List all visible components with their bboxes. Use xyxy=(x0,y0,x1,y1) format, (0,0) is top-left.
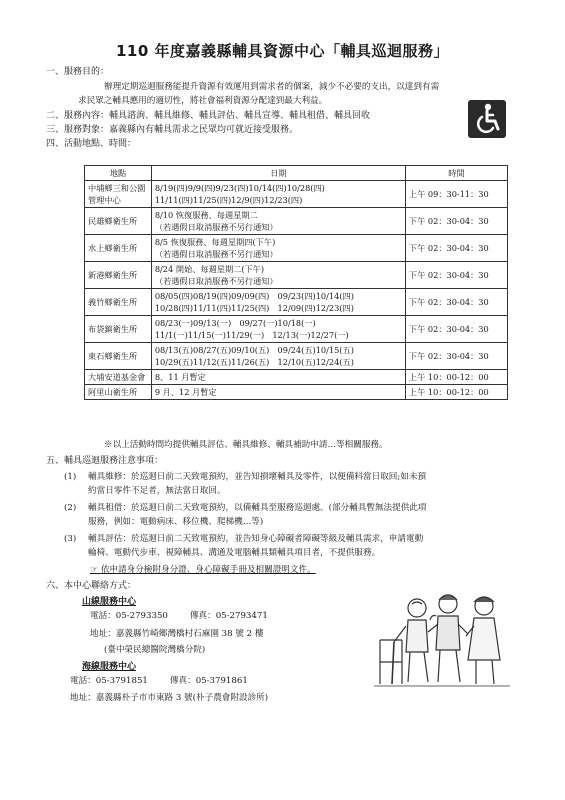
header-date: 日期 xyxy=(151,166,405,181)
row-time: 上午 09：30-11：30 xyxy=(405,181,507,208)
table-row xyxy=(85,385,508,400)
row-location: 布袋鎮衛生所 xyxy=(85,316,152,343)
row-time: 上午 10：00-12：00 xyxy=(405,370,507,385)
mountain-contact-line xyxy=(90,609,268,621)
table-row xyxy=(85,235,508,262)
row-dates: 8/19(四)9/9(四)9/23(四)10/14(四)10/28(四) 11/11(四)11/25(四)12/9(四)12/23(四) xyxy=(151,181,405,208)
row-time: 下午 02：30-04：30 xyxy=(405,343,507,370)
mountain-fax: 傳真：05-2793471 xyxy=(189,611,268,621)
mountain-address-note: (臺中榮民總醫院灣橋分院) xyxy=(104,645,206,655)
row-time: 下午 02：30-04：30 xyxy=(405,208,507,235)
header-time: 時間 xyxy=(405,166,507,181)
row-location: 中埔鄉三和公園 管理中心 xyxy=(85,181,152,208)
sea-fax: 傳真：05-3791861 xyxy=(169,676,248,686)
row-dates: 08/23(一)09/13(一) 09/27(一)10/18(一) 11/1(一)11/15(一)11/29(一) 12/13(一)12/27(一) xyxy=(151,316,405,343)
mountain-center-name: 山線服務中心 xyxy=(82,597,137,607)
document-title: 110 年度嘉義縣輔具資源中心「輔具巡迴服務」 xyxy=(115,42,450,60)
document-page: 110 年度嘉義縣輔具資源中心「輔具巡迴服務」 一、服務目的： 辦理定期巡迴服務能提升資源有效運用到需求者的個案，減少不必要的支出，以達到有需 求民眾之輔具應用的適切性，將社會福利資源分配達到最大利益。 二、服務內容：輔具諮詢、輔具維修、輔具評估、輔具宣導、輔具租借、輔具回收 三、服務對象：嘉義縣內有輔具需求之民眾均可就近接受服務。 四、活動地點、時間： 地點 日期 時間 中埔鄉三和公園 管理中心 8/19(四)9/9(四)9/23(四)10/14(四)10/28(四) 11/11(四)11/25(四)12/9(四)12/23(四) 上午 09：30-11：30 民雄鄉衛生所 8/10 恢復服務、每週星期二 （若遇假日取消服務不另行通知） 下午 02：30-04：30 水上鄉衛生所 8/5 恢復服務、每週星期四(下午) （若遇假日取消服務不另行通知） 下午 02：30-04：30 新港鄉衛生所 8/24 開始、每週星期二(下午) （若遇假日取消服務不另行通知） 下午 02：30-04：30 義竹鄉衛生所 08/05(四)08/19(四)09/09(四) 09/23(四)10/14(四) 10/28(四)11/11(四)11/25(四) 12/09(四)12/23(四) 下午 02：30-04：30 布袋鎮衛生所 08/23(一)09/13(一) 09/27(一)10/18(一) 11/1(一)11/15(一)11/29(一) 12/13(一)12/27(一) 下午 02：30-04：30 東石鄉衛生所 08/13(五)08/27(五)09/10(五) 09/24(五)10/15(五) 10/29(五)11/12(五)11/26(五) 12/10(五)12/24(五) 下午 02：30-04：30 大埔安道基金會 8、11 月暫定 上午 10：00-12：00 阿里山衛生所 9 月、12 月暫定 上午 10：00-12：00 ※以上活動時間均提供輔具評估、輔具維修、輔具補助申請…等相關服務。 五、輔具巡迴服務注意事項： (1) 輔具維修：於巡迴日前二天致電預約，並告知損壞輔具及零件，以便備料當日取回;如未預 約當日零件不足者，無法當日取回。 (2) 輔具租借：於巡迴日前二天致電預約，以備輔具至服務巡迴處。(部分輔具暫無法提供此項 服務，例如：電動病床、移位機、爬梯機…等) (3) 輔具評估：於巡迴日前二天致電預約，並告知身心障礙者障礙等級及輔具需求，申請電動 輪椅、電動代步車、視障輔具、溝通及電腦輔具類輔具項目者，不提供服務。 ☞ 依申請身分檢附身分證、身心障礙手冊及相關證明文件。 六、本中心聯絡方式： 山線服務中心 電話：05-2793350 傳真：05-2793471 地址：嘉義縣竹崎鄉灣橋村石麻園 38 號 2 樓 (臺中榮民總醫院灣橋分院) 海線服務中心 電話：05-3791851 傳真：05-3791861 地址：嘉義縣朴子市市東路 3 號(朴子農會附設診所) xyxy=(0,0,565,800)
row-location: 大埔安道基金會 xyxy=(85,370,152,385)
row-dates: 8/5 恢復服務、每週星期四(下午) （若遇假日取消服務不另行通知） xyxy=(151,235,405,262)
pointing-hand-icon: ☞ xyxy=(90,565,99,575)
row-time: 下午 02：30-04：30 xyxy=(405,262,507,289)
row-dates: 08/05(四)08/19(四)09/09(四) 09/23(四)10/14(四) 10/28(四)11/11(四)11/25(四) 12/09(四)12/23(四) xyxy=(151,289,405,316)
sea-contact-line xyxy=(70,674,248,686)
contact-heading: 六、本中心聯絡方式： xyxy=(46,581,137,591)
mountain-phone: 電話：05-2793350 xyxy=(90,611,168,621)
elderly-caregivers-illustration xyxy=(372,580,512,690)
row-dates: 8、11 月暫定 xyxy=(151,370,405,385)
table-row xyxy=(85,370,508,385)
header-location: 地點 xyxy=(85,166,152,181)
mountain-address: 地址：嘉義縣竹崎鄉灣橋村石麻園 38 號 2 樓 xyxy=(90,629,264,639)
row-dates: 08/13(五)08/27(五)09/10(五) 09/24(五)10/15(五) 10/29(五)11/12(五)11/26(五) 12/10(五)12/24(五) xyxy=(151,343,405,370)
sea-phone: 電話：05-3791851 xyxy=(70,676,148,686)
table-row xyxy=(85,289,508,316)
row-location: 民雄鄉衛生所 xyxy=(85,208,152,235)
row-location: 水上鄉衛生所 xyxy=(85,235,152,262)
table-row xyxy=(85,208,508,235)
service-content: 二、服務內容：輔具諮詢、輔具維修、輔具評估、輔具宣導、輔具租借、輔具回收 xyxy=(46,111,371,121)
row-time: 下午 02：30-04：30 xyxy=(405,316,507,343)
purpose-line-1: 辦理定期巡迴服務能提升資源有效運用到需求者的個案，減少不必要的支出，以達到有需 xyxy=(104,82,440,92)
table-row xyxy=(85,262,508,289)
row-dates: 8/10 恢復服務、每週星期二 （若遇假日取消服務不另行通知） xyxy=(151,208,405,235)
apply-documents-note: ☞ 依申請身分檢附身分證、身心障礙手冊及相關證明文件。 xyxy=(90,565,316,575)
row-dates: 8/24 開始、每週星期二(下午) （若遇假日取消服務不另行通知） xyxy=(151,262,405,289)
table-row xyxy=(85,343,508,370)
row-location: 阿里山衛生所 xyxy=(85,385,152,400)
table-row xyxy=(85,181,508,208)
purpose-heading: 一、服務目的： xyxy=(46,67,110,77)
table-row xyxy=(85,316,508,343)
schedule-note: ※以上活動時間均提供輔具評估、輔具維修、輔具補助申請…等相關服務。 xyxy=(104,440,388,450)
row-location: 新港鄉衛生所 xyxy=(85,262,152,289)
row-time: 上午 10：00-12：00 xyxy=(405,385,507,400)
row-time: 下午 02：30-04：30 xyxy=(405,289,507,316)
table-header-row xyxy=(85,166,508,181)
schedule-table xyxy=(84,165,508,400)
row-time: 下午 02：30-04：30 xyxy=(405,235,507,262)
notices-heading: 五、輔具巡迴服務注意事項： xyxy=(46,456,164,466)
purpose-line-2: 求民眾之輔具應用的適切性，將社會福利資源分配達到最大利益。 xyxy=(78,96,328,106)
sea-address: 地址：嘉義縣朴子市市東路 3 號(朴子農會附設診所) xyxy=(70,693,269,703)
row-location: 東石鄉衛生所 xyxy=(85,343,152,370)
wheelchair-icon xyxy=(468,100,506,138)
sea-center-name: 海線服務中心 xyxy=(82,662,137,672)
service-target: 三、服務對象：嘉義縣內有輔具需求之民眾均可就近接受服務。 xyxy=(46,125,299,135)
purpose-paragraph xyxy=(78,80,498,108)
row-location: 義竹鄉衛生所 xyxy=(85,289,152,316)
row-dates: 9 月、12 月暫定 xyxy=(151,385,405,400)
schedule-heading: 四、活動地點、時間： xyxy=(46,139,137,149)
